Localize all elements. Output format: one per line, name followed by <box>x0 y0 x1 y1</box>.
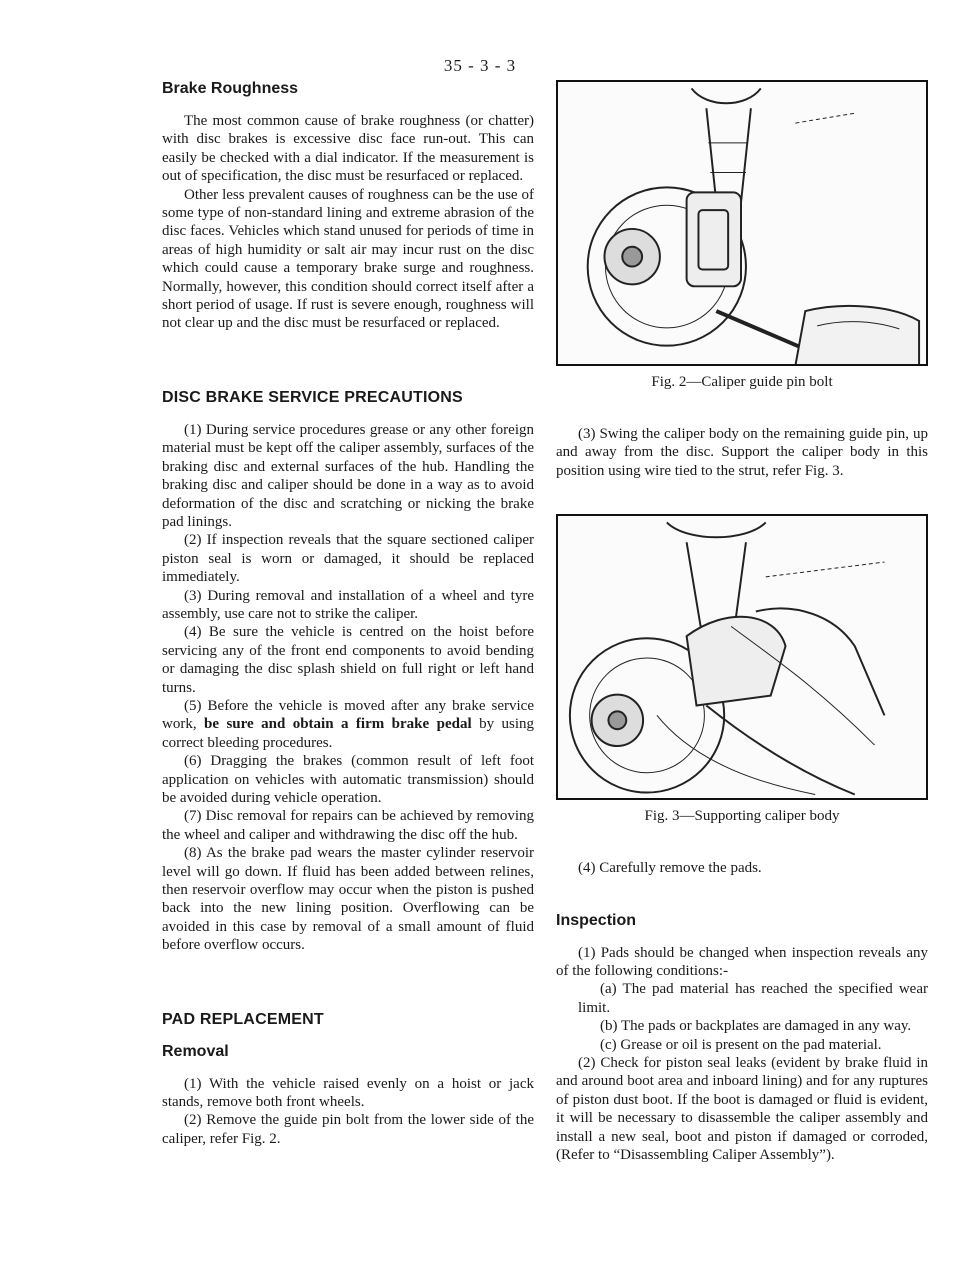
caliper-guide-pin-illustration <box>558 82 926 364</box>
precaution-item-7: (7) Disc removal for repairs can be achieved by removing the wheel and caliper and withdrawing the disc off the hub. <box>162 808 534 843</box>
precaution-item-8: (8) As the brake pad wears the master cylinder reservoir level will go down. If fluid has been added between relines, then reservoir overflow may occur when the piston is pushed back into the new lining position. Overflowing can be avoided in this case by removal of a small amount of fluid before overflow occurs. <box>162 845 534 954</box>
figure-3-caption: Fig. 3—Supporting caliper body <box>644 808 840 825</box>
figure-2-caption: Fig. 2—Caliper guide pin bolt <box>651 374 833 390</box>
precaution-item-5-end: by using correct bleeding procedures. <box>162 716 534 751</box>
removal-step-3: (3) Swing the caliper body on the remaining guide pin, up and away from the disc. Support the caliper body in this position using wire tied to the strut, refer Fig. 3. <box>556 426 928 479</box>
precautions-heading: DISC BRAKE SERVICE PRECAUTIONS <box>162 388 463 406</box>
right-column <box>556 80 928 1165</box>
removal-step-1: (1) With the vehicle raised evenly on a hoist or jack stands, remove both front wheels. <box>162 1075 534 1111</box>
figure-3-illustration <box>556 514 928 800</box>
left-column <box>162 80 534 1148</box>
inspection-item-1: (1) Pads should be changed when inspection reveals any of the following conditions:- <box>556 944 928 980</box>
precaution-item-5-emphasis: be sure and obtain a firm brake pedal <box>204 716 472 733</box>
precaution-item-6: (6) Dragging the brakes (common result of left foot application on vehicles with automatic transmission) should be avoided during vehicle operation. <box>162 753 534 806</box>
precaution-item-1: (1) During service procedures grease or any other foreign material must be kept off the caliper assembly, surfaces of the braking disc and external surfaces of the hub. Handling the braking disc and caliper should be done in a way as to avoid deformation of the disc and scratching or nicking the brake pad linings. <box>162 421 534 530</box>
precaution-item-5 <box>162 697 534 752</box>
inspection-heading: Inspection <box>556 911 637 929</box>
pad-replacement-heading: PAD REPLACEMENT <box>162 1010 324 1028</box>
removal-step-2: (2) Remove the guide pin bolt from the lower side of the caliper, refer Fig. 2. <box>162 1112 534 1147</box>
brake-roughness-paragraph-2: Other less prevalent causes of roughness can be the use of some type of non-standard lining and extreme abrasion of the disc faces. Vehicles which stand unused for periods of time in areas of high humidity or salt air may incur rust on the disc which could cause a temporary brake surge and roughness. Normally, however, this condition should correct itself after a short period of usage. If rust is severe enough, roughness will not clear up and the disc must be resurfaced or replaced. <box>162 186 534 332</box>
removal-heading: Removal <box>162 1042 229 1060</box>
inspection-sub-item-c: (c) Grease or oil is present on the pad material. <box>600 1036 882 1053</box>
figure-2-illustration <box>556 80 928 366</box>
inspection-sub-item-a: (a) The pad material has reached the specified wear limit. <box>578 981 928 1016</box>
inspection-sub-item-b: (b) The pads or backplates are damaged in any way. <box>600 1018 912 1035</box>
removal-step-4: (4) Carefully remove the pads. <box>578 860 762 877</box>
precaution-item-2: (2) If inspection reveals that the square sectioned caliper piston seal is worn or damaged, it should be replaced immediately. <box>162 532 534 586</box>
precaution-item-5-start: (5) Before the vehicle is moved after any brake service work, <box>162 697 534 733</box>
precaution-item-4: (4) Be sure the vehicle is centred on the hoist before servicing any of the front end components to avoid bending or damaging the disc splash shield on full right or left hand turns. <box>162 624 534 696</box>
brake-roughness-heading: Brake Roughness <box>162 80 299 97</box>
precaution-item-3: (3) During removal and installation of a wheel and tyre assembly, use care not to strike the caliper. <box>162 587 534 622</box>
brake-roughness-paragraph-1: The most common cause of brake roughness (or chatter) with disc brakes is excessive disc face run-out. This can easily be checked with a dial indicator. If the measurement is out of specification, the disc must be resurfaced or replaced. <box>162 113 534 185</box>
inspection-item-2: (2) Check for piston seal leaks (evident by brake fluid in and around boot area and inboard lining) and for any ruptures of piston dust boot. If the boot is damaged or fluid is evident, it will be necessary to disassemble the caliper assembly and install a new seal, boot and piston if damaged or corroded, (Refer to “Disassembling Caliper Assembly”). <box>556 1055 928 1164</box>
page-number: 35 - 3 - 3 <box>443 56 517 75</box>
supporting-caliper-illustration <box>558 516 926 798</box>
